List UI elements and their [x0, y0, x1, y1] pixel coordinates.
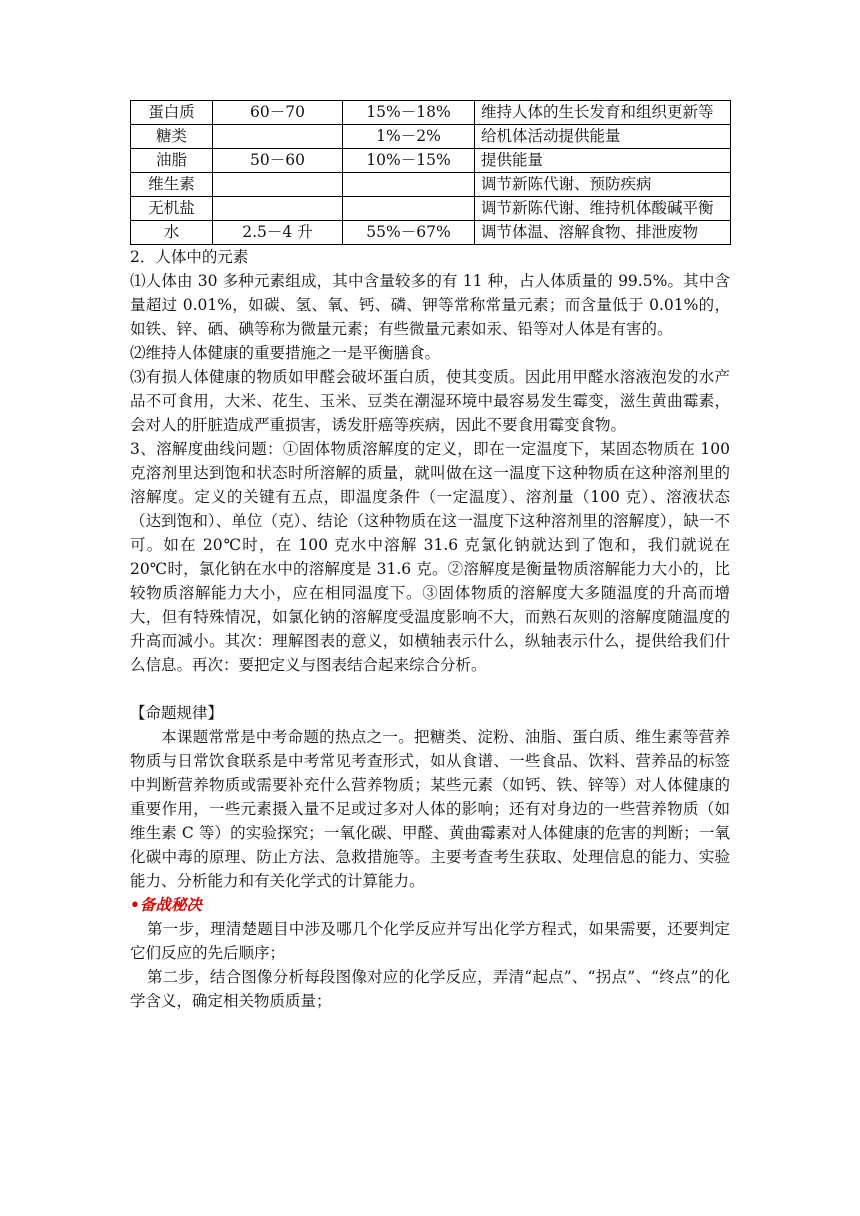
section2-paragraph-2: ⑵维持人体健康的重要措施之一是平衡膳食。: [130, 344, 441, 362]
table-cell-percent: 55%－67%: [343, 221, 475, 245]
table-cell-amount: 50－60: [213, 149, 343, 173]
table-row: [131, 125, 731, 149]
table-cell-role: 给机体活动提供能量: [475, 125, 731, 149]
section2-paragraph-1: ⑴人体由 30 多种元素组成，其中含量较多的有 11 种，占人体质量的 99.5%。其中含量超过 0.01%，如碳、氢、氧、钙、磷、钾等常称常量元素；而含量低于 0.01%的，如铁、锌、硒、碘等称为微量元素；有些微量元素如汞、铅等对人体是有害的。: [130, 272, 730, 338]
table-row: [131, 173, 731, 197]
table-cell-amount: [213, 173, 343, 197]
table-cell-name: 油脂: [131, 149, 213, 173]
table-cell-role: 提供能量: [475, 149, 731, 173]
table-cell-percent: 15%－18%: [343, 101, 475, 125]
table-cell-role: 调节体温、溶解食物、排泄废物: [475, 221, 731, 245]
rules-heading: 【命题规律】: [130, 704, 224, 722]
section2-heading: 2．人体中的元素: [130, 248, 249, 266]
table-row: [131, 149, 731, 173]
table-cell-amount: 60－70: [213, 101, 343, 125]
document-page: [130, 100, 730, 1013]
secrets-step-1: 第一步，理清楚题目中涉及哪几个化学反应并写出化学方程式，如果需要，还要判定它们反应的先后顺序；: [130, 920, 730, 962]
table-cell-name: 蛋白质: [131, 101, 213, 125]
section2-paragraph-3: ⑶有损人体健康的物质如甲醛会破坏蛋白质，使其变质。因此用甲醛水溶液泡发的水产品不可食用，大米、花生、玉米、豆类在潮湿环境中最容易发生霉变，滋生黄曲霉素，会对人的肝脏造成严重损害，诱发肝癌等疾病，因此不要食用霉变食物。: [130, 368, 730, 434]
table-cell-percent: [343, 173, 475, 197]
table-row: [131, 101, 731, 125]
rules-paragraph: 本课题常常是中考命题的热点之一。把糖类、淀粉、油脂、蛋白质、维生素等营养物质与日常饮食联系是中考常见考查形式，如从食谱、一些食品、饮料、营养品的标签中判断营养物质或需要补充什么营养物质；某些元素（如钙、铁、锌等）对人体健康的重要作用，一些元素摄入量不足或过多对人体的影响；还有对身边的一些营养物质（如维生素 C 等）的实验探究；一氧化碳、甲醛、黄曲霉素对人体健康的危害的判断；一氧化碳中毒的原理、防止方法、急救措施等。主要考查考生获取、处理信息的能力、实验能力、分析能力和有关化学式的计算能力。: [130, 728, 730, 890]
table-cell-name: 无机盐: [131, 197, 213, 221]
table-row: [131, 221, 731, 245]
table-cell-amount: 2.5－4 升: [213, 221, 343, 245]
table-cell-percent: 10%－15%: [343, 149, 475, 173]
secrets-step-2: 第二步，结合图像分析每段图像对应的化学反应，弄清“起点”、“拐点”、“终点”的化学含义，确定相关物质质量；: [130, 968, 730, 1010]
table-cell-amount: [213, 197, 343, 221]
table-cell-role: 调节新陈代谢、预防疾病: [475, 173, 731, 197]
table-cell-name: 糖类: [131, 125, 213, 149]
nutrient-table: [130, 100, 731, 245]
table-cell-percent: 1%－2%: [343, 125, 475, 149]
table-cell-amount: [213, 125, 343, 149]
table-cell-name: 水: [131, 221, 213, 245]
section3-paragraph: 3、溶解度曲线问题：①固体物质溶解度的定义，即在一定温度下，某固态物质在 100 克溶剂里达到饱和状态时所溶解的质量，就叫做在这一温度下这种物质在这种溶剂里的溶解度。定义的关键有五点，即温度条件（一定温度）、溶剂量（100 克）、溶液状态（达到饱和）、单位（克）、结论（这种物质在这一温度下这种溶剂里的溶解度），缺一不可。如在 20℃时，在 100 克水中溶解 31.6 克氯化钠就达到了饱和，我们就说在 20℃时，氯化钠在水中的溶解度是 31.6 克。②溶解度是衡量物质溶解能力大小的，比较物质溶解能力大小，应在相同温度下。③固体物质的溶解度大多随温度的升高而增大，但有特殊情况，如氯化钠的溶解度受温度影响不大，而熟石灰则的溶解度随温度的升高而减小。其次：理解图表的意义，如横轴表示什么，纵轴表示什么，提供给我们什么信息。再次：要把定义与图表结合起来综合分析。: [130, 440, 730, 674]
secrets-heading: •备战秘决: [130, 895, 202, 914]
table-cell-name: 维生素: [131, 173, 213, 197]
table-cell-role: 调节新陈代谢、维持机体酸碱平衡: [475, 197, 731, 221]
table-cell-role: 维持人体的生长发育和组织更新等: [475, 101, 731, 125]
table-cell-percent: [343, 197, 475, 221]
table-row: [131, 197, 731, 221]
